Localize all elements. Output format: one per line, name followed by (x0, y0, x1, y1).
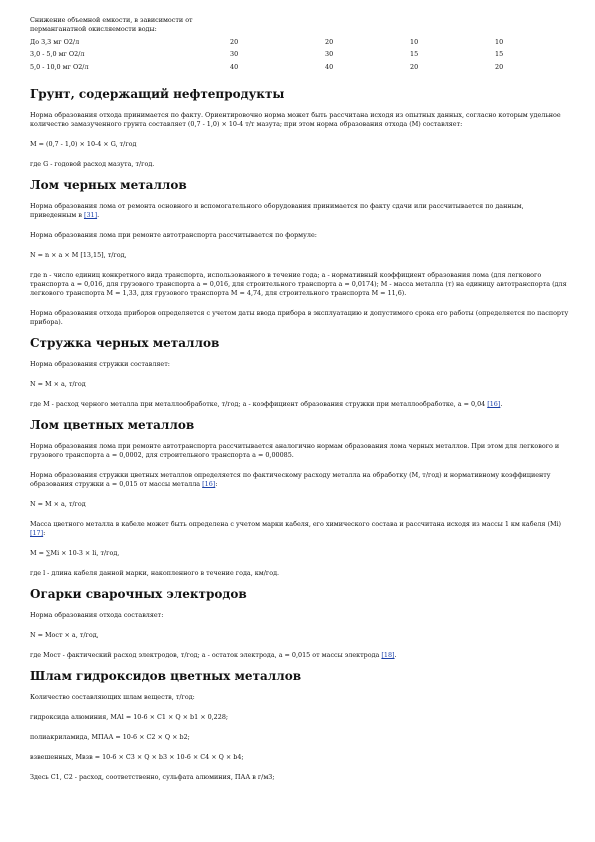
paragraph: Норма образования стружки составляет: (30, 360, 170, 369)
section-heading-nonferrous-scrap: Лом цветных металлов (30, 418, 195, 433)
reference-link[interactable]: [17] (30, 529, 44, 538)
formula: N = М × а, т/год (30, 380, 86, 389)
table-cell: 10 (495, 37, 504, 46)
section-heading-ferrous-shavings: Стружка черных металлов (30, 336, 220, 351)
reference-link[interactable]: [31] (83, 211, 98, 220)
section-heading-electrodes: Огарки сварочных электродов (30, 587, 247, 602)
section-heading-soil: Грунт, содержащий нефтепродукты (30, 87, 285, 102)
paragraph: Норма образования отхода приборов определяется с учетом даты ввода прибора в эксплуатацию и допустимого срока его работы (определяется по паспорту прибора). (30, 309, 569, 327)
paragraph (30, 202, 570, 220)
formula: N = Мост × а, т/год, (30, 631, 99, 640)
paragraph-text: где М - расход черного металла при металлообработке, т/год; а - коэффициент образования стружки при металлообработке, а = 0,04 (30, 400, 488, 409)
reference-link[interactable]: [18] (381, 651, 395, 660)
table-cell: 20 (325, 37, 334, 46)
section-heading-sludge: Шлам гидроксидов цветных металлов (30, 669, 302, 684)
table-cell: 30 (325, 50, 334, 59)
paragraph: где G - годовой расход мазута, т/год. (30, 160, 155, 169)
table-cell: До 3,3 мг O2/л (30, 37, 80, 46)
formula: М = (0,7 - 1,0) × 10-4 × G, т/год (30, 140, 137, 149)
table-cell: 20 (410, 62, 419, 71)
formula: М = ∑Мi × 10-3 × li, т/год, (30, 549, 120, 558)
paragraph-text: . (500, 400, 503, 409)
paragraph: Количество составляющих шлам веществ, т/год: (30, 693, 195, 702)
paragraph: где l - длина кабеля данной марки, накопленного в течение года, км/год. (30, 569, 280, 578)
formula: взвешенных, Мвзв = 10-6 × С3 × Q × b3 × 10-6 × С4 × Q × b4; (30, 753, 244, 762)
formula: N = n × а × М [13,15], т/год, (30, 251, 127, 260)
document-page (30, 16, 570, 793)
table-row (30, 61, 530, 74)
paragraph-text: : (43, 529, 46, 538)
paragraph-text: Норма образования стружки цветных металлов определяется по фактическому расходу металла на обработку (М, т/год) и нормативному коэффициенту образования стружки а = 0,015 от массы металла (30, 471, 551, 489)
paragraph (30, 520, 570, 538)
paragraph: Здесь С1, С2 - расход, соответственно, сульфата алюминия, ПАА в г/м3; (30, 773, 275, 782)
paragraph: Норма образования отхода составляет: (30, 611, 164, 620)
permanganate-table (30, 36, 530, 74)
paragraph: Норма образования отхода принимается по факту. Ориентировочно норма может быть рассчитана исходя из опытных данных, согласно которым удельное количество замазученного грунта составляет (0,7 - 1,0) × 10-4 т/т мазута; при этом норма образования отхода (М) составляет: (30, 111, 561, 129)
paragraph: Норма образования лома при ремонте автотранспорта рассчитывается по формуле: (30, 231, 317, 240)
paragraph (30, 651, 570, 660)
paragraph-text: : (215, 480, 218, 489)
table-cell: 15 (410, 50, 419, 59)
table-cell: 20 (495, 62, 504, 71)
formula: N = М × а, т/год (30, 500, 86, 509)
reference-link[interactable]: [16] (202, 480, 216, 489)
table-caption: Снижение объемной емкости, в зависимости от перманганатной окисляемости воды: (30, 16, 193, 33)
table-cell: 10 (410, 37, 419, 46)
formula: гидроксида алюминия, МАl = 10-6 × С1 × Q × b1 × 0,228; (30, 713, 229, 722)
paragraph-text: Норма образования лома от ремонта основного и вспомогательного оборудования принимается по факту сдачи или рассчитывается по данным, приведенным в (30, 202, 524, 220)
table-cell: 3,0 - 5,0 мг O2/л (30, 50, 85, 59)
table-cell: 5,0 - 10,0 мг O2/л (30, 62, 89, 71)
table-cell: 40 (230, 62, 239, 71)
table-cell: 30 (230, 50, 239, 59)
paragraph-text: Масса цветного металла в кабеле может быть определена с учетом марки кабеля, его химического состава и рассчитана исходя из массы 1 км кабеля (Мi) (30, 520, 562, 529)
table-cell: 15 (495, 50, 504, 59)
reference-link[interactable]: [16] (487, 400, 501, 409)
paragraph-text: . (394, 651, 397, 660)
paragraph: где n - число единиц конкретного вида транспорта, использованного в течение года; а - нормативный коэффициент образования лома (для легкового транспорта а = 0,016, для грузового транспорта а = 0,016, для строительного транспорта а = 0,0174); М - масса металла (т) на единицу автотранспорта (для легкового транспорта М = 1,33, для грузового транспорта М = 4,74, для строительного транспорта М = 11,6). (30, 271, 567, 298)
section-heading-ferrous-scrap: Лом черных металлов (30, 178, 187, 193)
paragraph: Норма образования лома при ремонте автотранспорта рассчитывается аналогично нормам образования лома черных металлов. При этом для легкового и грузового транспорта а = 0,0002, для строительного транспорта а = 0,00085. (30, 442, 560, 460)
paragraph (30, 471, 570, 489)
paragraph-text: . (97, 211, 100, 220)
table-cell: 40 (325, 62, 334, 71)
table-row (30, 48, 530, 61)
formula: полиакриламида, МПАА = 10-6 × С2 × Q × b2; (30, 733, 190, 742)
table-row (30, 36, 530, 49)
paragraph (30, 400, 570, 409)
table-cell: 20 (230, 37, 239, 46)
paragraph-text: где Мост - фактический расход электродов, т/год; а - остаток электрода, а = 0,015 от массы электрода (30, 651, 382, 660)
